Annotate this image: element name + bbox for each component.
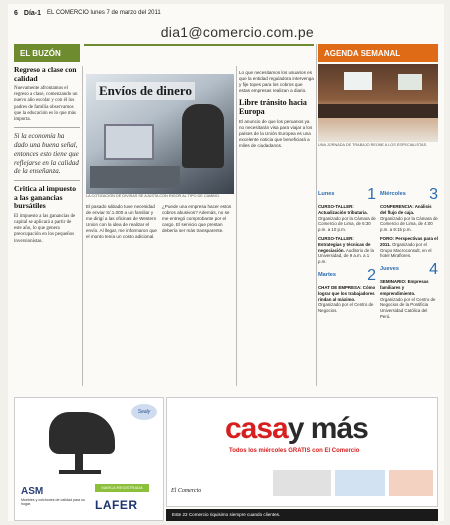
article-text: El pasado sábado tuve necesidad de enviar S/.1.000 a un familiar y me dirigí a las oficinas de Western Union con la idea de realizar el envío. Al llegar, me informaron que el monto tenía un costo adicional. bbox=[86, 204, 157, 239]
letter-headline: Regreso a clase con calidad bbox=[14, 65, 77, 83]
article-column bbox=[86, 204, 158, 242]
agenda-photo-caption: UNA JORNADA DE TRABAJO REÚNE A LOS ESPECIALISTAS. bbox=[318, 143, 428, 147]
letter-headline: Critica al impuesto a las ganancias bursátiles bbox=[14, 184, 77, 211]
photo-person bbox=[182, 104, 224, 168]
divider bbox=[14, 127, 80, 128]
ad-footer-strip: Este 22 Comercio riquisimo siempre cuando clientes. bbox=[166, 509, 438, 521]
agenda-item-text: Organizado por el Centro de Negocios de la Pontificia Universidad Católica del Perú. bbox=[380, 296, 436, 319]
agenda-item bbox=[318, 204, 376, 233]
email-header bbox=[86, 22, 314, 42]
article-column bbox=[239, 70, 314, 151]
chair-base-shape bbox=[59, 470, 101, 474]
mas-word: y más bbox=[287, 412, 368, 445]
article-title: Envíos de dinero bbox=[96, 82, 195, 100]
buzon-column bbox=[14, 66, 80, 247]
photo-desk bbox=[90, 166, 180, 188]
agenda-day bbox=[380, 263, 438, 277]
agenda-item-text: Organizado por la Cámara de Comercio de Lima, de 4:00 p.m. a 9:15 p.m. bbox=[380, 215, 438, 233]
divider bbox=[14, 180, 80, 181]
agenda-item-title: CONFERENCIA: Análisis del flujo de caja. bbox=[380, 204, 432, 215]
agenda-item-title: CURSO-TALLER: Actualización tributaria. bbox=[318, 204, 368, 215]
newspaper-page bbox=[8, 4, 444, 521]
casaymas-logo bbox=[225, 412, 368, 446]
agenda-item-title: SEMINARIO: Empresas familiares y emprendimiento. bbox=[380, 279, 429, 296]
agenda-item-text: Organizado por la Cámara de Comercio de Lima, de 6:30 p.m. a 10 p.m. bbox=[318, 215, 376, 233]
photo-table bbox=[318, 104, 438, 118]
agenda-item bbox=[380, 204, 438, 233]
section-bar-agenda: AGENDA SEMANAL bbox=[318, 44, 438, 62]
agenda-item-text: Auditorio de la Universidad, de 9 a.m. a 1 p.m. bbox=[318, 247, 374, 265]
article-column bbox=[162, 204, 234, 236]
ad-logo-box bbox=[335, 470, 385, 496]
agenda-day bbox=[380, 188, 438, 202]
agenda-item bbox=[380, 236, 438, 259]
agenda-column-left bbox=[318, 184, 376, 317]
article-text: El anuncio de que los peruanos ya no necesitarán visa para viajar a los países de la Unión Europea es una excelente noticia que beneficiará a miles de ciudadanos. bbox=[239, 119, 313, 148]
photo-monitor bbox=[104, 124, 154, 160]
agenda-photo bbox=[318, 64, 438, 142]
ad-casaymas[interactable] bbox=[166, 397, 438, 507]
letter-body: Nuevamente afrontamos el regreso a clase, comenzando un nuevo año escolar y con él los padres de familia observamos que la educación es lo que más importa. bbox=[14, 86, 78, 123]
contact-email[interactable]: dia1@comercio.com.pe bbox=[160, 24, 314, 40]
column-rule bbox=[316, 44, 317, 386]
casa-word: casa bbox=[225, 412, 288, 445]
day-name: Martes bbox=[318, 272, 337, 279]
day-number: 4 bbox=[429, 261, 438, 279]
agenda-item bbox=[318, 285, 376, 314]
ad-logo-box bbox=[389, 470, 433, 496]
agenda-item-title: CURSO-TALLER: Estrategias y técnicas de negociación. bbox=[318, 235, 371, 253]
ad-tag: MARCA REGISTRADA bbox=[95, 484, 149, 492]
article-headline: Libre tránsito hacia Europa bbox=[239, 98, 307, 116]
agenda-day bbox=[318, 266, 376, 284]
ad-subline: Todos los miércoles GRATIS con El Comercio bbox=[229, 448, 360, 454]
agenda-column-right bbox=[380, 184, 438, 323]
article-text: ¿Puede una empresa hacer estos cobros abusivos? Además, no se me entregó comprobante por el cargo. El servicio que prestan debería ser más transparente. bbox=[162, 204, 232, 233]
day-name: Lunes bbox=[318, 191, 335, 198]
photo-caption: LA COTIZACIÓN DE DIVISAS SE AJUSTA CON RIGOR AL TIPO DE CAMBIO. bbox=[86, 194, 220, 198]
column-rule bbox=[236, 66, 237, 386]
agenda-item bbox=[318, 236, 376, 265]
ad-logo-box bbox=[273, 470, 331, 496]
ad-brand-asm: ASM bbox=[21, 486, 44, 497]
column-rule bbox=[82, 66, 83, 386]
article-text: Lo que necesitamos los usuarios es que la entidad reguladora intervenga y fije topes para los cobros que estas empresas realizan a diario. bbox=[239, 70, 314, 93]
photo-screen bbox=[344, 72, 372, 90]
sealy-logo: Sealy bbox=[131, 404, 157, 420]
ad-brand-lafer: LAFER bbox=[95, 498, 138, 512]
chair-icon bbox=[49, 412, 115, 454]
header-info: EL COMERCIO lunes 7 de marzo del 2011 bbox=[47, 10, 161, 16]
agenda-day bbox=[318, 188, 376, 202]
section-name: Día-1 bbox=[23, 9, 42, 17]
page-number: 6 bbox=[14, 9, 18, 17]
ad-furniture[interactable] bbox=[14, 397, 164, 521]
ad-fine-print: Muebles y colchones de calidad para su hogar. bbox=[21, 498, 85, 506]
pull-quote: Si la economía ha dado una buena señal, entonces esto tiene que reflejarse en la calidad de la enseñanza. bbox=[14, 132, 79, 176]
day-name: Miércoles bbox=[380, 191, 406, 198]
letter-body: El impuesto a las ganancias de capital se aplicará a partir de este año, lo que genera preocupación en los pequeños inversionistas. bbox=[14, 213, 76, 244]
agenda-item-text: Organizado por el Centro de Negocios. bbox=[318, 302, 374, 314]
photo-screen bbox=[398, 74, 422, 90]
agenda-item-title: CHAT DE EMPRESA: Cómo lograr que los trabajadores rindan al máximo. bbox=[318, 284, 376, 302]
day-name: Jueves bbox=[380, 266, 399, 273]
day-number: 3 bbox=[429, 186, 438, 203]
running-header bbox=[14, 8, 438, 18]
day-number: 1 bbox=[367, 186, 376, 203]
elcomercio-logo: El Comercio bbox=[171, 488, 202, 494]
day-number: 2 bbox=[367, 266, 376, 284]
agenda-item bbox=[380, 279, 438, 320]
section-divider bbox=[84, 44, 314, 46]
main-photo bbox=[86, 74, 234, 194]
agenda-item-title: FORO: Perspectivas para el 2011. bbox=[380, 235, 438, 247]
section-bar-buzon: EL BUZÓN bbox=[14, 44, 80, 62]
agenda-item-text: Organizado por el Grupo Macroconsult, en el hotel Miraflores. bbox=[380, 241, 432, 259]
